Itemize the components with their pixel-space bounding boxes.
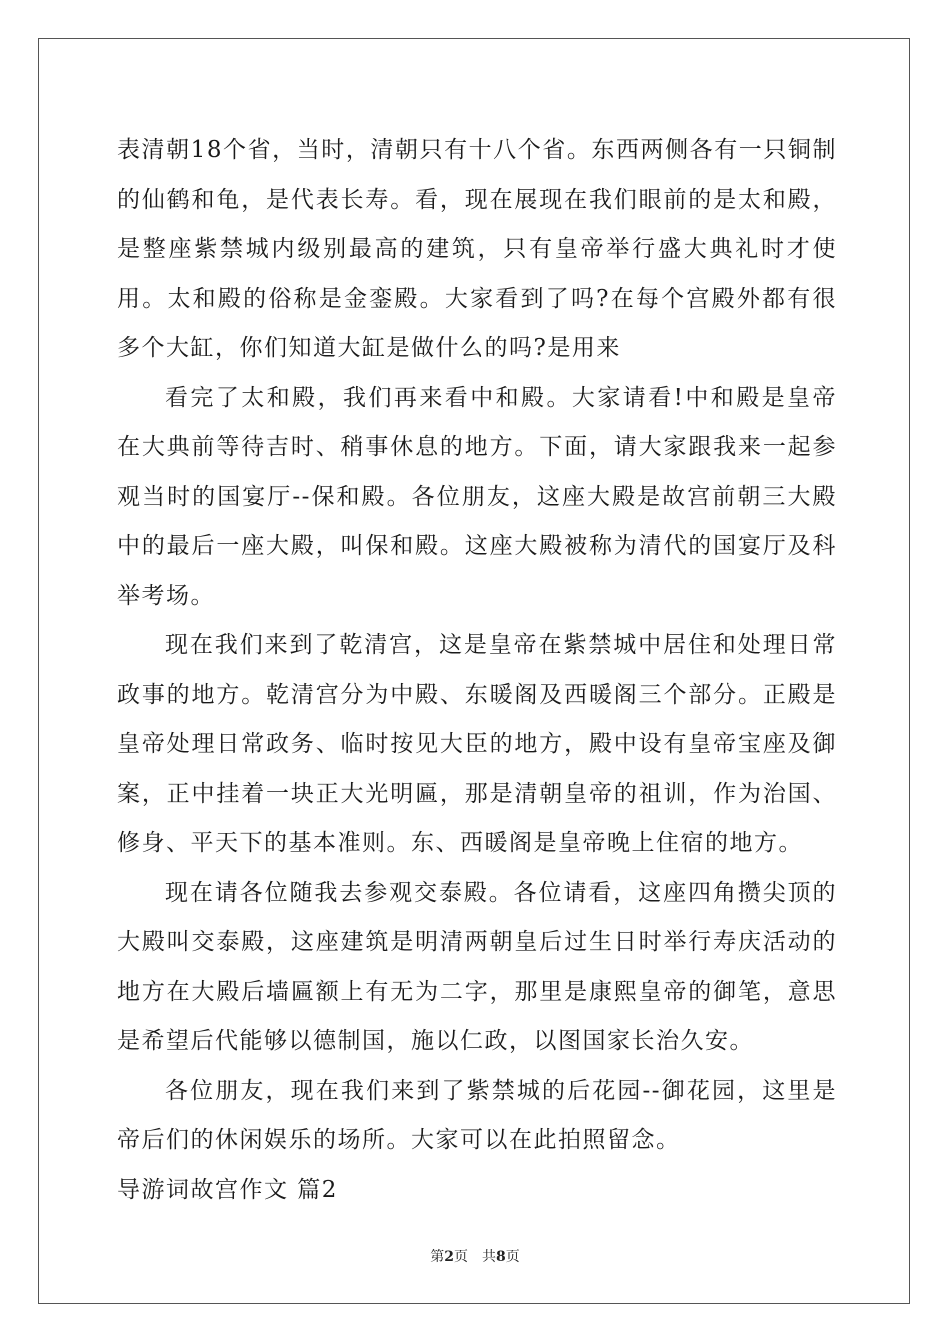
- total-pages: 8: [496, 1249, 506, 1265]
- total-label-prefix: 共: [482, 1249, 496, 1265]
- document-body: [117, 126, 837, 1215]
- page-label-prefix: 第: [430, 1249, 445, 1265]
- section-heading: 导游词故宫作文 篇2: [117, 1176, 338, 1203]
- paragraph-5: 各位朋友，现在我们来到了紫禁城的后花园--御花园，这里是帝后们的休闲娱乐的场所。大家可以在此拍照留念。: [117, 1077, 837, 1153]
- paragraph-1: 表清朝18个省，当时，清朝只有十八个省。东西两侧各有一只铜制的仙鹤和龟，是代表长寿。看，现在展现在我们眼前的是太和殿，是整座紫禁城内级别最高的建筑，只有皇帝举行盛大典礼时才使用。太和殿的俗称是金銮殿。大家看到了吗?在每个宫殿外都有很多个大缸，你们知道大缸是做什么的吗?是用来: [117, 137, 837, 361]
- total-label-suffix: 页: [505, 1249, 520, 1265]
- page-label-suffix: 页: [454, 1249, 468, 1265]
- paragraph-4: 现在请各位随我去参观交泰殿。各位请看，这座四角攒尖顶的大殿叫交泰殿，这座建筑是明清两朝皇后过生日时举行寿庆活动的地方在大殿后墙匾额上有无为二字，那里是康熙皇帝的御笔，意思是希望后代能够以德制国，施以仁政，以图国家长治久安。: [117, 879, 837, 1054]
- page-footer: [0, 1246, 950, 1266]
- page-number: 2: [444, 1249, 454, 1265]
- paragraph-3: 现在我们来到了乾清宫，这是皇帝在紫禁城中居住和处理日常政事的地方。乾清宫分为中殿、东暖阁及西暖阁三个部分。正殿是皇帝处理日常政务、临时按见大臣的地方，殿中设有皇帝宝座及御案，正中挂着一块正大光明匾，那是清朝皇帝的祖训，作为治国、修身、平天下的基本准则。东、西暖阁是皇帝晚上住宿的地方。: [117, 632, 837, 856]
- paragraph-2: 看完了太和殿，我们再来看中和殿。大家请看!中和殿是皇帝在大典前等待吉时、稍事休息的地方。下面，请大家跟我来一起参观当时的国宴厅--保和殿。各位朋友，这座大殿是故宫前朝三大殿中的最后一座大殿，叫保和殿。这座大殿被称为清代的国宴厅及科举考场。: [117, 384, 837, 609]
